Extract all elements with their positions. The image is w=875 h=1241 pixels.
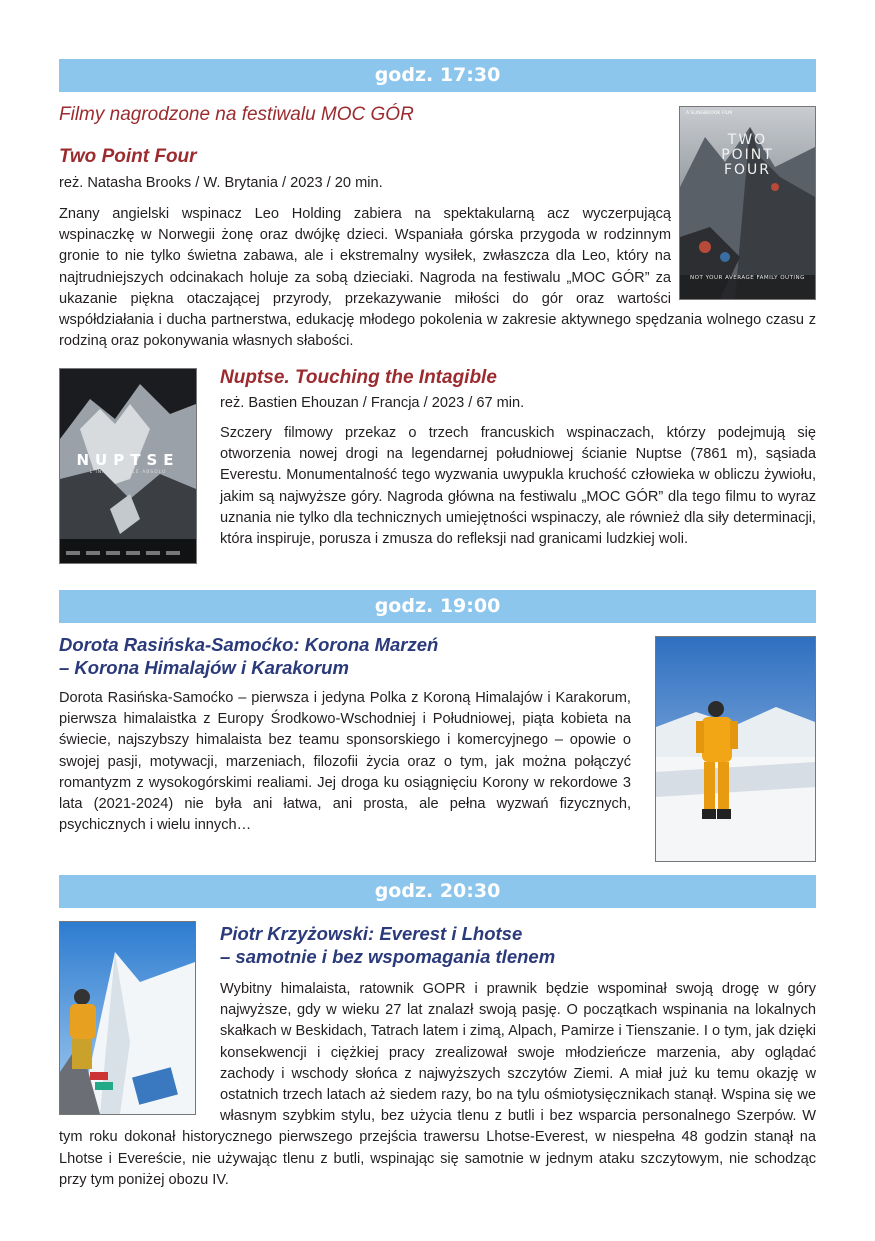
poster-title-line1: TWO [727,132,768,148]
section-title: Filmy nagrodzone na festiwalu MOC GÓR [59,104,414,125]
talk-title-rasinska-line1: Dorota Rasińska-Samoćko: Korona Marzeń [59,634,439,655]
poster-title-line2: POINT [721,147,774,163]
poster-tagline: NOT YOUR AVERAGE FAMILY OUTING [690,275,805,281]
time-band-2030: godz. 20:30 [59,875,816,908]
time-band-1900: godz. 19:00 [59,590,816,623]
poster-nuptse [59,368,197,564]
talk-title-krzyzowski [220,922,555,968]
film-credits-two-point-four: reż. Natasha Brooks / W. Brytania / 2023 / 20 min. [59,175,383,191]
photo-rasinska [655,636,816,862]
poster-nuptse-title: NUPTSE [76,451,180,469]
time-band-1730: godz. 17:30 [59,59,816,92]
film-description-nuptse: Szczery filmowy przekaz o trzech francuskich wspinaczach, którzy podejmują się otworzenia nowej drogi na legendarnej południowej ścianie Nuptse (7861 m), sąsiada Everestu. Monumentalność tego wyzwania uwypukla kruchość człowieka w obliczu żywiołu, jakim są najwyższe góry. Nagroda główna na festiwalu „MOC GÓR” dla tego filmu to wyraz uznania nie tylko dla technicznych umiejętności wspinaczy, ale również dla siły determinacji, która inspiruje, porusza i zmusza do refleksji nad granicami ludzkiej woli. [220,425,816,548]
poster-nuptse-subtitle: L'INACCESSIBLE ABSOLU [89,470,167,475]
talk-title-rasinska-line2: – Korona Himalajów i Karakorum [59,657,349,678]
talk-description-text: Wybitny himalaista, ratownik GOPR i prawnik będzie wspominał swoją drogę w góry najwyższe, gdy w wieku 27 lat znalazł swoją pasję. O początkach wspinania na lokalnych skałkach w Beskidach, Tatrach latem i zimą, Alpach, Pamirze i Tienszanie. I o tym, jak dzięki konsekwencji i ciężkiej pracy zrealizował swoje młodzieńcze marzenia, aby oglądać zachody i wschody słońca z najwyższych szczytów Ziemi. A miał już ku temu okazję w ostatnich trzech latach aż siedem razy, bo na tylu ośmiotysięcznikach stanął. Wspina się we własnym szybkim stylu, bez użycia tlenu z butli i bez wsparcia personalnego Szerpów. W tym roku dokonał historycznego pierwszego przejścia trawersu Lhotse-Everest, w niespełna 48 godzin stanął na Lhotse i Evereście, nie używając tlenu z butli, wspinając się samotnie w jednym ataku szczytowym, nie schodząc przy tym poniżej obozu IV. [59,981,816,1188]
poster-top-line: A SLINGBROOK FILM [686,111,733,116]
talk-description-krzyzowski [59,979,816,1191]
poster-title-line3: FOUR [723,162,772,178]
talk-title-krzyzowski-line1: Piotr Krzyżowski: Everest i Lhotse [220,923,523,944]
talk-description-rasinska: Dorota Rasińska-Samoćko – pierwsza i jedyna Polka z Koroną Himalajów i Karakorum, pierwsza himalaistka z Europy Środkowo-Wschodniej i Południowej, piąta kobieta na świecie, najszybszy himalaista bez teamu sponsorskiego i komercyjnego – opowie o swojej pasji, motywacji, marzeniach, filozofii życia oraz o tym, jak można połączyć romantyzm z wysokogórskimi realiami. Jej droga ku osiągnięciu Korony w rekordowe 3 lata (2021-2024) nie była ani łatwa, ani prosta, ale pełna wyzwań fizycznych, psychicznych i wielu innych… [59,690,631,834]
film-credits-nuptse: reż. Bastien Ehouzan / Francja / 2023 / 67 min. [220,395,525,411]
film-description-text: Znany angielski wspinacz Leo Holding zabiera na spektakularną acz wyczerpującą wspinaczkę w Norwegii żonę oraz dwójkę dzieci. Wspaniała górska przygoda w rodzinnym gronie to nie tylko świetna zabawa, ale i ekstremalny wysiłek, zwłaszcza dla Leo, który na najtrudniejszych odcinakach holuje za sobą dzieciaki. Nagroda na festiwalu „MOC GÓR” za ukazanie piękna otaczającej przyrody, przekazywanie miłości do gór oraz wartości współdziałania i ducha partnerstwa, edukację młodego pokolenia w zakresie aktywnego spędzania wolnego czasu z rodziną oraz pokonywania własnych słabości. [59,206,816,350]
talk-title-krzyzowski-line2: – samotnie i bez wspomagania tlenem [220,946,556,967]
film-description-two-point-four [59,204,816,352]
film-title-two-point-four: Two Point Four [59,146,197,167]
film-title-nuptse: Nuptse. Touching the Intagible [220,367,497,388]
talk-title-rasinska [59,633,438,679]
